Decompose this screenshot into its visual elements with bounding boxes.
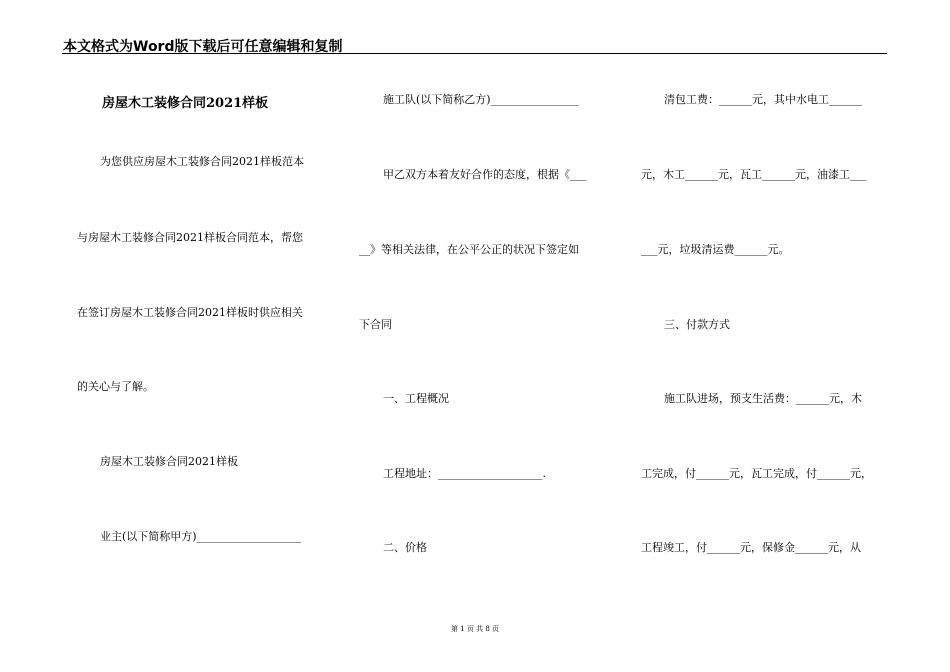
body-line: __》等相关法律，在公平公正的状况下签定如	[359, 243, 579, 256]
header-divider	[62, 53, 887, 54]
document-header-title: 本文格式为Word版下载后可任意编辑和复制	[63, 39, 343, 55]
body-line: 与房屋木工装修合同2021样板合同范本，帮您	[77, 231, 303, 244]
section-heading: 二、价格	[383, 541, 427, 554]
body-line: 工程地址：___________________.	[383, 467, 546, 480]
body-line: 施工队进场，预支生活费：______元，木	[664, 392, 862, 405]
section-heading: 一、工程概况	[383, 392, 449, 405]
body-line: 为您供应房屋木工装修合同2021样板范本	[100, 155, 304, 168]
section-heading: 三、付款方式	[664, 318, 730, 331]
section-heading: 房屋木工装修合同2021样板	[100, 455, 238, 468]
body-line: 的关心与了解。	[77, 380, 154, 393]
page-indicator: 第 1 页 共 8 页	[450, 625, 500, 633]
body-line: 工程竣工，付______元，保修金______元，从	[641, 541, 861, 554]
contract-title: 房屋木工装修合同2021样板	[102, 96, 269, 111]
body-line: ___元，垃圾清运费______元。	[641, 243, 790, 256]
body-line: 下合同	[359, 318, 392, 331]
body-line: 施工队(以下简称乙方)________________	[383, 93, 579, 106]
body-line: 清包工费：______元，其中水电工______	[664, 93, 862, 106]
body-line: 甲乙双方本着友好合作的态度，根据《___	[383, 168, 587, 181]
body-line: 工完成，付______元，瓦工完成，付______元，	[641, 467, 872, 480]
body-line: 业主(以下简称甲方)___________________	[100, 530, 302, 543]
body-line: 元，木工______元，瓦工______元，油漆工___	[641, 168, 867, 181]
body-line: 在签订房屋木工装修合同2021样板时供应相关	[77, 306, 303, 319]
